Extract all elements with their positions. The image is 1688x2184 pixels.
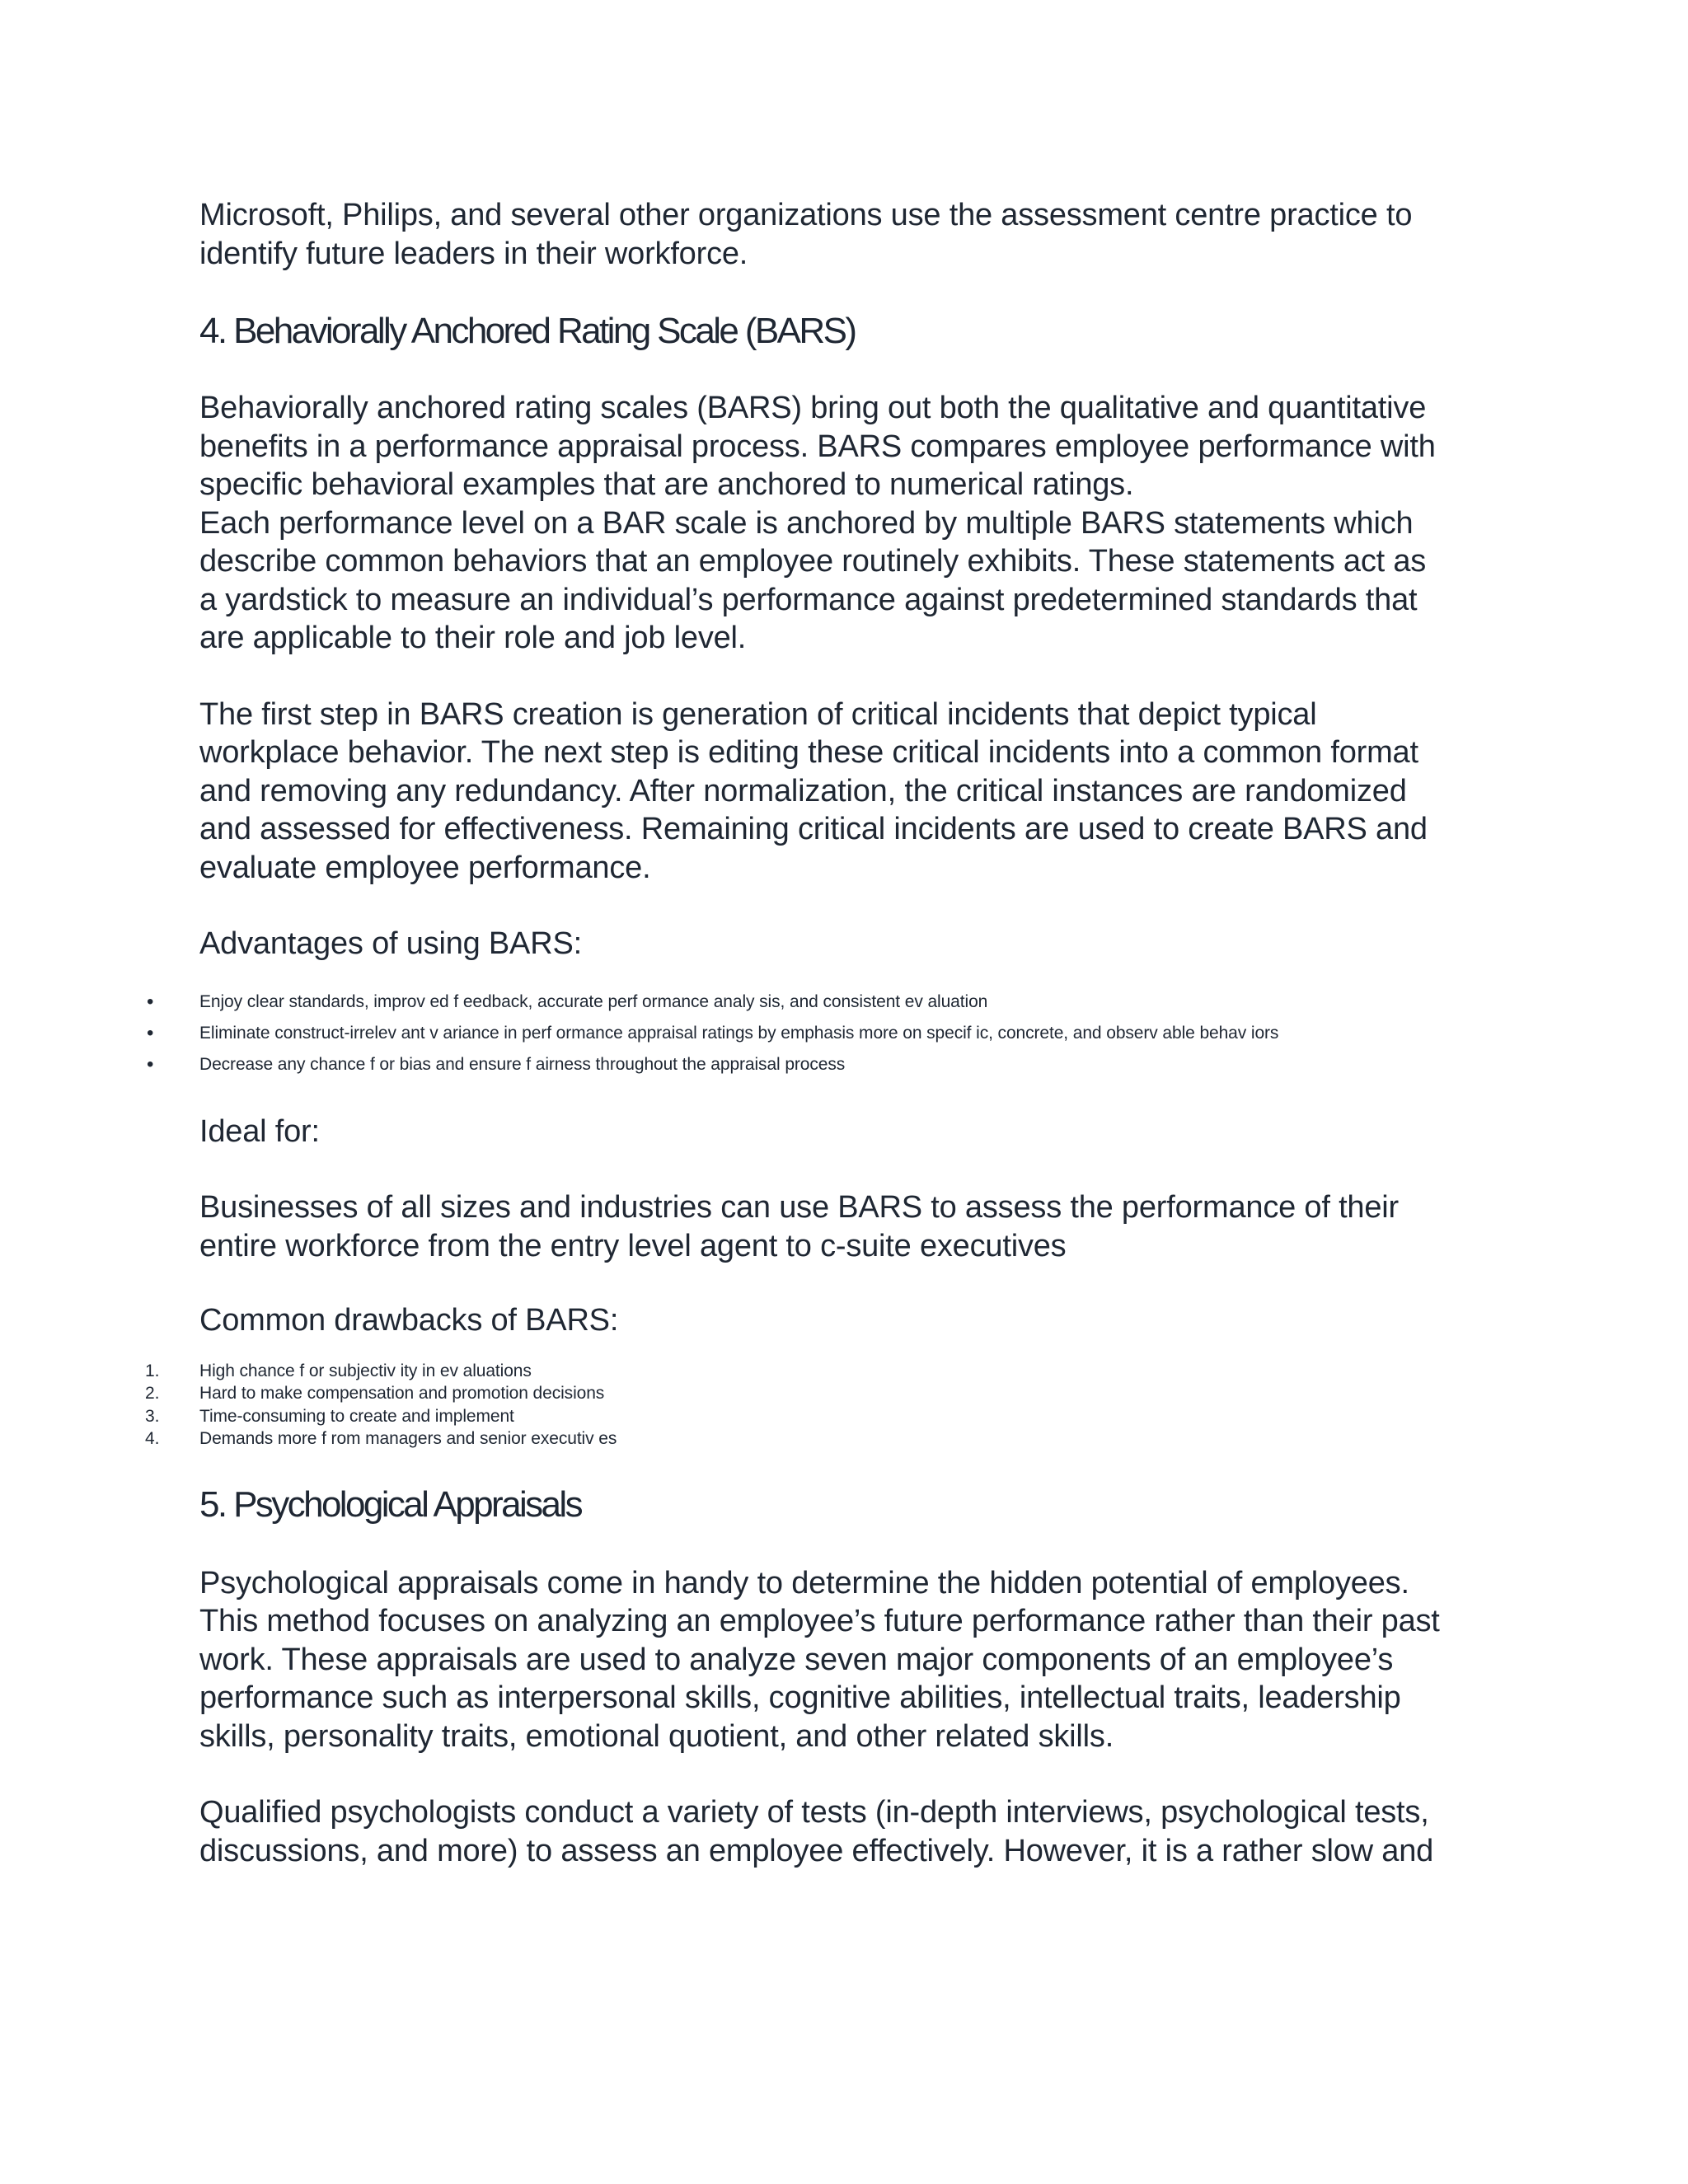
- text-line: specific behavioral examples that are anchored to numerical ratings.: [199, 467, 1134, 502]
- text-line: Businesses of all sizes and industries can use BARS to assess the performance of their: [199, 1190, 1399, 1225]
- ideal-title: Ideal for:: [199, 1113, 320, 1149]
- text-line: benefits in a performance appraisal process. BARS compares employee performance with: [199, 429, 1436, 464]
- text-line: work. These appraisals are used to analyze seven major components of an employee’s: [199, 1642, 1394, 1677]
- list-item: [147, 990, 1518, 1013]
- list-number: 4.: [145, 1429, 160, 1448]
- bullet-icon: •: [147, 990, 154, 1013]
- advantages-list: [147, 990, 1518, 1076]
- drawbacks-title: Common drawbacks of BARS:: [199, 1303, 619, 1338]
- advantages-title: Advantages of using BARS:: [199, 926, 582, 961]
- section-heading-bars: 4. Behaviorally Anchored Rating Scale (BARS): [199, 311, 856, 351]
- list-item-text: High chance f or subjectiv ity in ev aluations: [199, 1361, 532, 1380]
- list-item-text: Hard to make compensation and promotion decisions: [199, 1384, 605, 1403]
- list-item-text: Enjoy clear standards, improv ed f eedback, accurate perf ormance analy sis, and consistent ev aluation: [199, 991, 988, 1011]
- text-line: and assessed for effectiveness. Remaining critical incidents are used to create BARS and: [199, 812, 1428, 846]
- text-line: discussions, and more) to assess an employee effectively. However, it is a rather slow and: [199, 1833, 1434, 1868]
- intro-paragraph: [199, 196, 1518, 273]
- ideal-paragraph: [199, 1188, 1518, 1265]
- psych-paragraph-1: [199, 1564, 1518, 1756]
- text-line: evaluate employee performance.: [199, 850, 651, 885]
- text-line: performance such as interpersonal skills, cognitive abilities, intellectual traits, leadership: [199, 1680, 1401, 1715]
- bullet-icon: •: [147, 1021, 154, 1044]
- text-line: a yardstick to measure an individual’s performance against predetermined standards that: [199, 582, 1418, 617]
- text-line: identify future leaders in their workforce.: [199, 236, 748, 271]
- text-line: skills, personality traits, emotional quotient, and other related skills.: [199, 1718, 1114, 1754]
- list-number: 2.: [145, 1384, 160, 1403]
- list-item: [145, 1405, 1518, 1428]
- list-number: 1.: [145, 1361, 160, 1380]
- bars-paragraph-1: [199, 389, 1518, 658]
- list-item-text: Time-consuming to create and implement: [199, 1406, 514, 1426]
- list-item: [145, 1382, 1518, 1405]
- text-line: Microsoft, Philips, and several other organizations use the assessment centre practice to: [199, 198, 1413, 232]
- list-item: [145, 1360, 1518, 1383]
- list-item: [147, 1052, 1518, 1076]
- text-line: Each performance level on a BAR scale is anchored by multiple BARS statements which: [199, 505, 1414, 541]
- text-line: Psychological appraisals come in handy to determine the hidden potential of employees.: [199, 1565, 1409, 1601]
- drawbacks-list: [145, 1360, 1518, 1451]
- list-item-text: Demands more f rom managers and senior executiv es: [199, 1429, 617, 1448]
- text-line: entire workforce from the entry level agent to c-suite executives: [199, 1228, 1067, 1263]
- text-line: This method focuses on analyzing an employee’s future performance rather than their past: [199, 1604, 1440, 1638]
- list-item-text: Eliminate construct-irrelev ant v ariance in perf ormance appraisal ratings by emphasis more on specif ic, concrete, and observ able behav iors: [199, 1023, 1279, 1043]
- list-item-text: Decrease any chance f or bias and ensure f airness throughout the appraisal process: [199, 1054, 846, 1074]
- text-line: workplace behavior. The next step is editing these critical incidents into a common format: [199, 735, 1418, 770]
- text-line: and removing any redundancy. After normalization, the critical instances are randomized: [199, 773, 1407, 808]
- text-line: are applicable to their role and job level.: [199, 621, 747, 655]
- list-item: [147, 1021, 1518, 1044]
- psych-paragraph-2: [199, 1793, 1518, 1870]
- bullet-icon: •: [147, 1052, 154, 1076]
- list-item: [145, 1427, 1518, 1451]
- section-heading-psychological: 5. Psychological Appraisals: [199, 1483, 581, 1525]
- text-line: describe common behaviors that an employee routinely exhibits. These statements act as: [199, 544, 1427, 579]
- text-line: The first step in BARS creation is generation of critical incidents that depict typical: [199, 696, 1317, 732]
- list-number: 3.: [145, 1406, 160, 1426]
- bars-paragraph-2: [199, 696, 1518, 888]
- page-content: [145, 196, 1518, 1870]
- text-line: Behaviorally anchored rating scales (BARS) bring out both the qualitative and quantitative: [199, 391, 1427, 425]
- text-line: Qualified psychologists conduct a variety of tests (in-depth interviews, psychological tests,: [199, 1795, 1429, 1830]
